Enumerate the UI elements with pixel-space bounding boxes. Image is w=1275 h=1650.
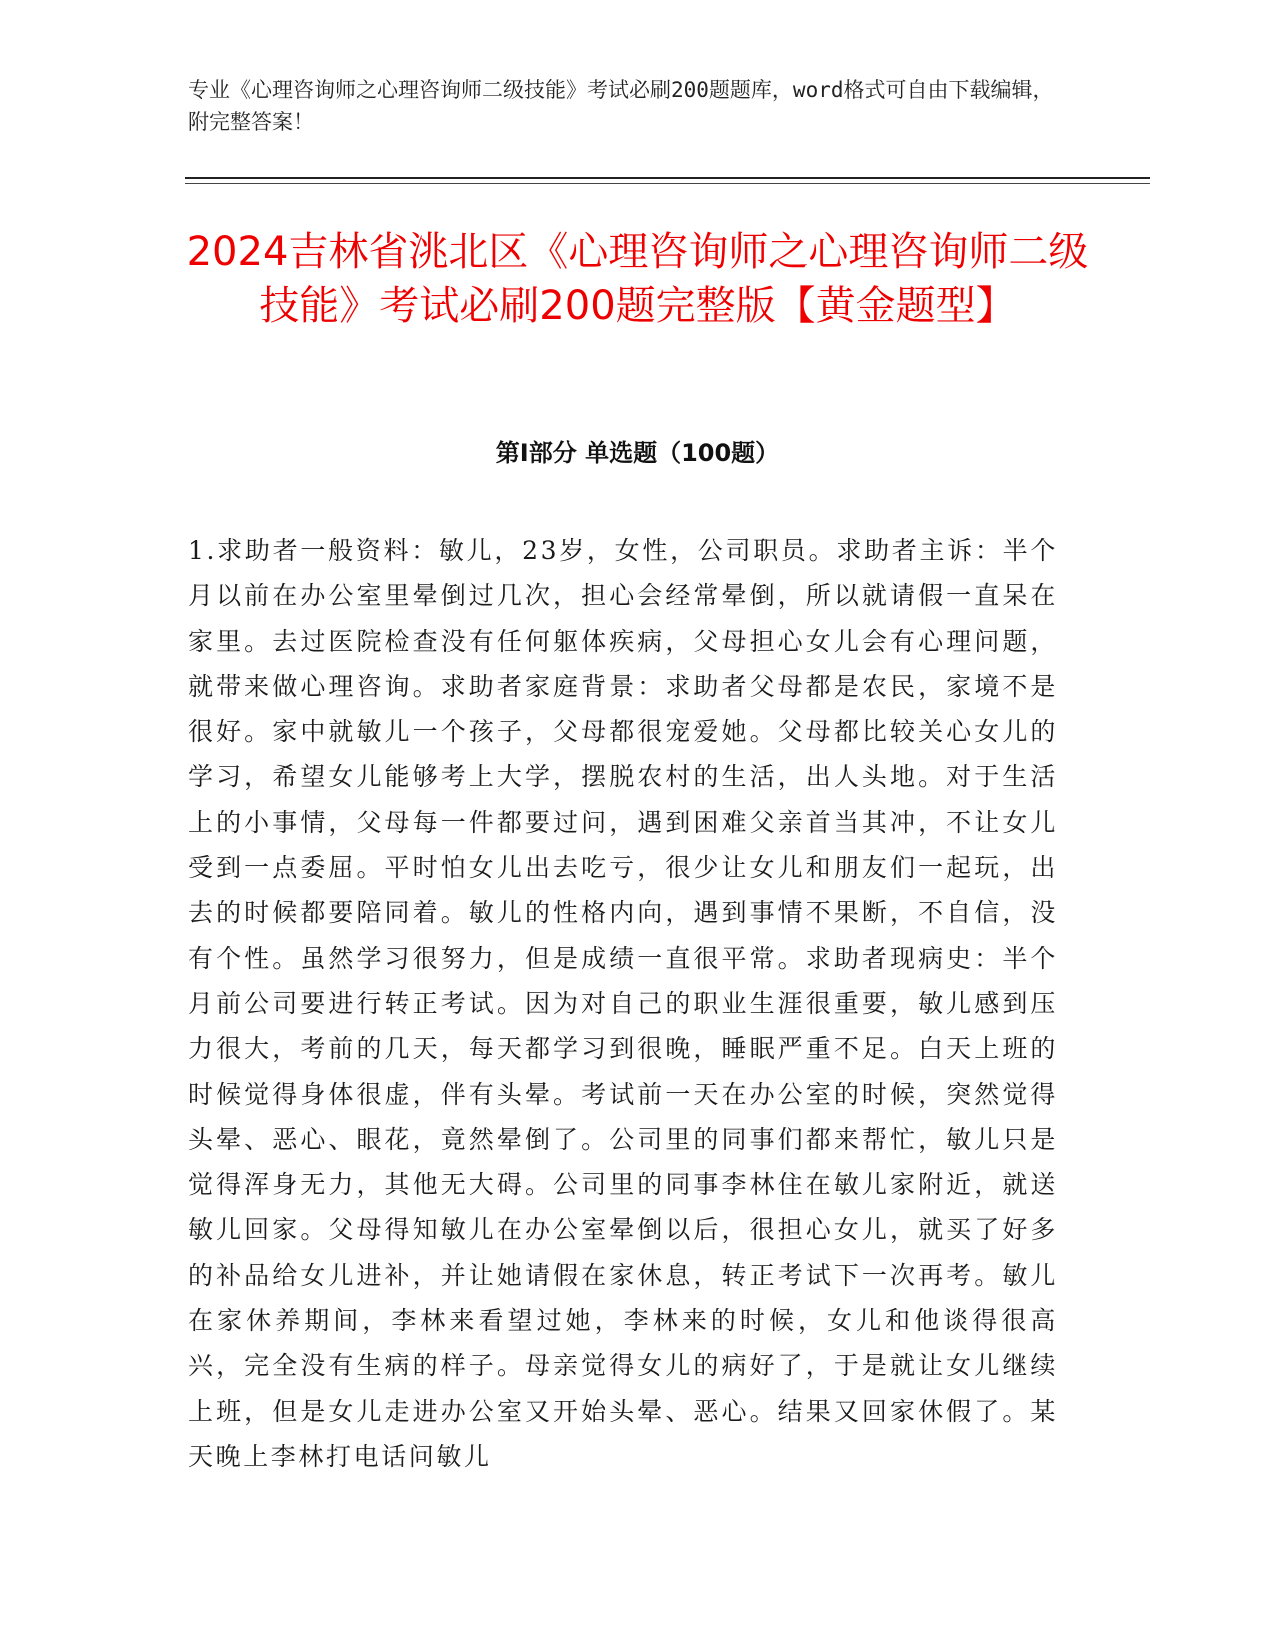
question-1-text: 1.求助者一般资料：敏儿，23岁，女性，公司职员。求助者主诉：半个月以前在办公室里晕倒过几次，担心会经常晕倒，所以就请假一直呆在家里。去过医院检查没有任何躯体疾病，父母担心女儿会有心理问题，就带来做心理咨询。求助者家庭背景：求助者父母都是农民，家境不是很好。家中就敏儿一个孩子，父母都很宠爱她。父母都比较关心女儿的学习，希望女儿能够考上大学，摆脱农村的生活，出人头地。对于生活上的小事情，父母每一件都要过问，遇到困难父亲首当其冲，不让女儿受到一点委屈。平时怕女儿出去吃亏，很少让女儿和朋友们一起玩，出去的时候都要陪同着。敏儿的性格内向，遇到事情不果断，不自信，没有个性。虽然学习很努力，但是成绩一直很平常。求助者现病史：半个月前公司要进行转正考试。因为对自己的职业生涯很重要，敏儿感到压力很大，考前的几天，每天都学习到很晚，睡眠严重不足。白天上班的时候觉得身体很虚，伴有头晕。考试前一天在办公室的时候，突然觉得头晕、恶心、眼花，竟然晕倒了。公司里的同事们都来帮忙，敏儿只是觉得浑身无力，其他无大碍。公司里的同事李林住在敏儿家附近，就送敏儿回家。父母得知敏儿在办公室晕倒以后，很担心女儿，就买了好多的补品给女儿进补，并让她请假在家休息，转正考试下一次再考。敏儿在家休养期间，李林来看望过她，李林来的时候，女儿和他谈得很高兴，完全没有生病的样子。母亲觉得女儿的病好了，于是就让女儿继续上班，但是女儿走进办公室又开始头晕、恶心。结果又回家休假了。某天晚上李林打电话问敏儿 <box>188 536 1058 1471</box>
document-title: 2024吉林省洮北区《心理咨询师之心理咨询师二级技能》考试必刷200题完整版【黄金题型】 <box>186 229 1089 329</box>
section-heading: 第I部分 单选题（100题） <box>495 439 780 467</box>
header-divider-thin <box>185 183 1150 184</box>
header-divider-thick <box>185 177 1150 179</box>
header-note: 专业《心理咨询师之心理咨询师二级技能》考试必刷200题题库，word格式可自由下载编辑，附完整答案！ <box>188 78 1054 134</box>
